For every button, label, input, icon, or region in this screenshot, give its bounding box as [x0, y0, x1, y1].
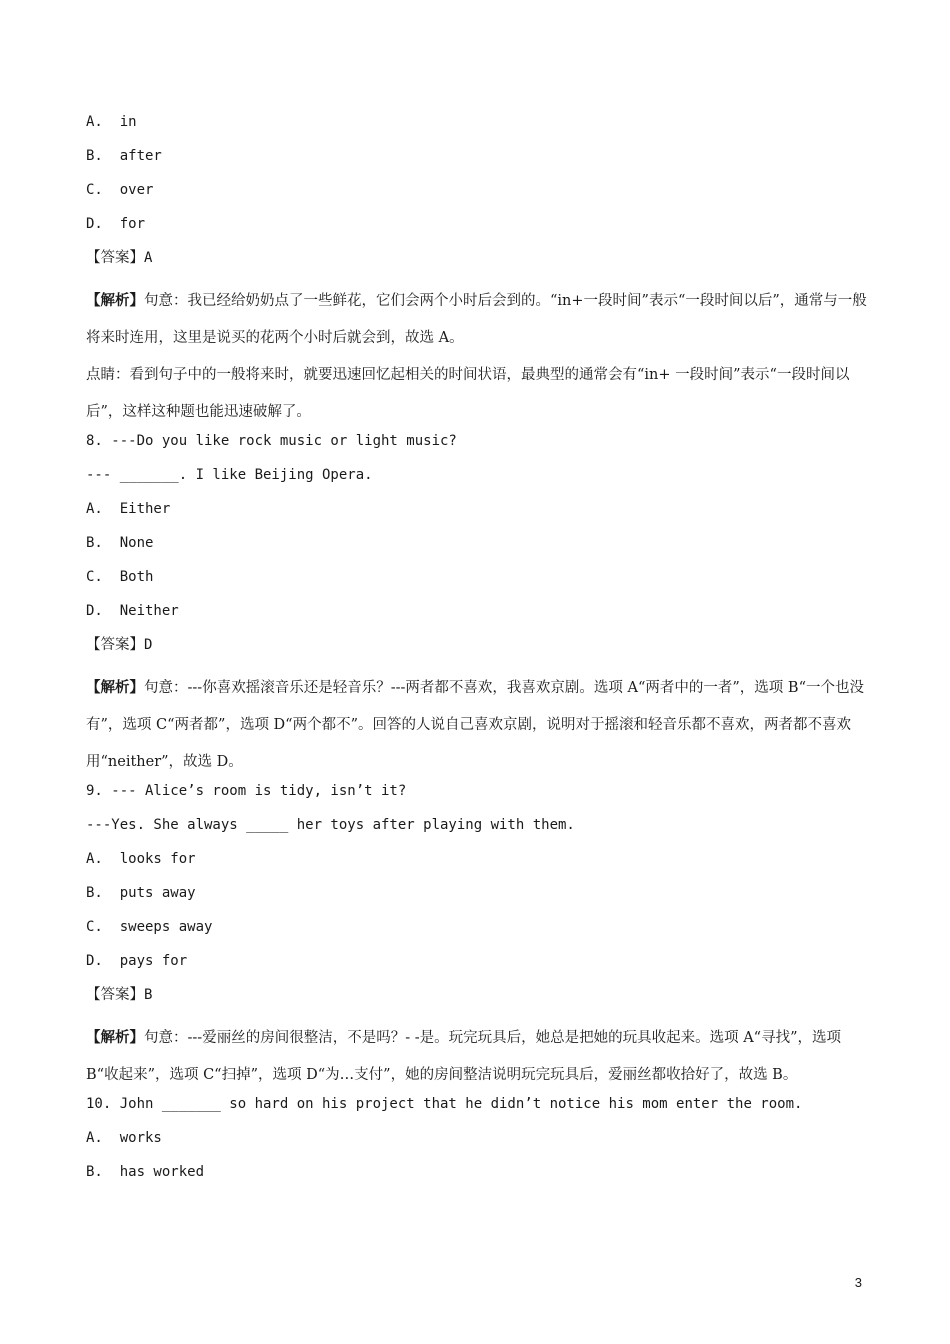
option-b: B. after	[86, 148, 162, 164]
answer-value: A	[144, 250, 153, 266]
option-c: C. over	[86, 182, 154, 198]
question-stem-reply: ---Yes. She always _____ her toys after playing with them.	[86, 817, 575, 833]
question-7-tail	[86, 112, 876, 431]
question-10	[86, 1094, 876, 1196]
analysis-text: 句意：---爱丽丝的房间很整洁，不是吗？- -是。玩完玩具后，她总是把她的玩具收起来。选项 A“寻找”，选项 B“收起来”，选项 C“扫掉”，选项 D“为…支付”，她的房间整洁说明玩完玩具后，爱丽丝都收拾好了，故选 B。	[86, 1030, 842, 1083]
option-a: A. in	[86, 114, 137, 130]
document-page	[86, 112, 876, 1196]
option-b: B. None	[86, 535, 154, 551]
analysis	[86, 1019, 876, 1094]
question-8	[86, 431, 876, 781]
option-a: A. Either	[86, 501, 171, 517]
option-d: D. Neither	[86, 603, 179, 619]
option-b: B. has worked	[86, 1164, 205, 1180]
analysis-label: 【解析】	[86, 292, 144, 309]
analysis-text: 句意：---你喜欢摇滚音乐还是轻音乐？---两者都不喜欢，我喜欢京剧。选项 A“两者中的一者”，选项 B“一个也没有”，选项 C“两者都”，选项 D“两个都不”。回答的人说自己喜欢京剧，说明对于摇滚和轻音乐都不喜欢，两者都不喜欢用“neither”，故选 D。	[86, 680, 864, 770]
option-a: A. works	[86, 1130, 162, 1146]
question-stem: 10. John _______ so hard on his project that he didn’t notice his mom enter the room.	[86, 1096, 803, 1112]
question-stem: 9. --- Alice’s room is tidy, isn’t it?	[86, 783, 407, 799]
option-b: B. puts away	[86, 885, 196, 901]
option-d: D. pays for	[86, 953, 188, 969]
answer-line	[86, 985, 876, 1019]
question-9	[86, 781, 876, 1094]
answer-line	[86, 635, 876, 669]
option-d: D. for	[86, 216, 146, 232]
answer-label: 【答案】	[86, 250, 144, 266]
answer-value: B	[144, 987, 153, 1003]
option-c: C. sweeps away	[86, 919, 213, 935]
analysis-label: 【解析】	[86, 1029, 144, 1046]
page-number: 3	[854, 1275, 862, 1290]
analysis-label: 【解析】	[86, 679, 144, 696]
answer-label: 【答案】	[86, 637, 144, 653]
answer-value: D	[144, 637, 153, 653]
analysis-text: 句意：我已经给奶奶点了一些鲜花，它们会两个小时后会到的。“in+一段时间”表示“一段时间以后”，通常与一般将来时连用，这里是说买的花两个小时后就会到，故选 A。	[86, 293, 867, 346]
option-a: A. looks for	[86, 851, 196, 867]
answer-line	[86, 248, 876, 282]
analysis	[86, 669, 876, 781]
question-stem-reply: --- _______. I like Beijing Opera.	[86, 467, 373, 483]
answer-label: 【答案】	[86, 987, 144, 1003]
option-c: C. Both	[86, 569, 154, 585]
analysis	[86, 282, 876, 357]
tip: 点睛：看到句子中的一般将来时，就要迅速回忆起相关的时间状语，最典型的通常会有“in+ 一段时间”表示“一段时间以后”，这样这种题也能迅速破解了。	[86, 367, 850, 420]
question-stem: 8. ---Do you like rock music or light music?	[86, 433, 457, 449]
